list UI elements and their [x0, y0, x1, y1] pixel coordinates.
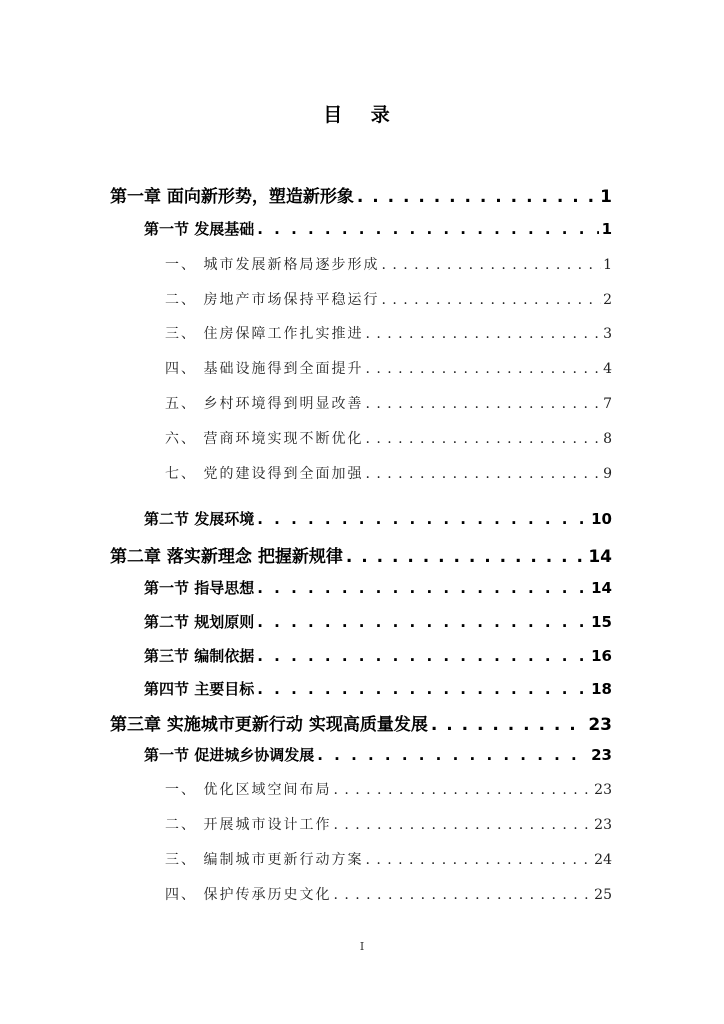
- toc-entry-page: 16: [591, 647, 612, 665]
- toc-entry-page: 23: [594, 817, 612, 833]
- toc-entry-label: 第三章 实施城市更新行动 实现高质量发展: [110, 715, 428, 735]
- toc-section-entry[interactable]: [144, 508, 612, 529]
- dot-leader: [365, 396, 601, 412]
- toc-entry-page: 15: [591, 613, 612, 631]
- toc-entry-label: 四、 基础设施得到全面提升: [165, 361, 364, 377]
- toc-entry-label: 第二节 发展环境: [144, 510, 255, 528]
- toc-entry-page: 1: [600, 187, 612, 207]
- toc-item-entry[interactable]: [165, 323, 612, 343]
- toc-entry-label: 第二节 规划原则: [144, 613, 255, 631]
- dot-leader: [346, 547, 585, 567]
- toc-section-entry[interactable]: [144, 611, 612, 632]
- toc-entry-page: 18: [591, 680, 612, 698]
- dot-leader: [381, 292, 601, 308]
- toc-item-entry[interactable]: [165, 814, 612, 834]
- toc-entry-label: 四、 保护传承历史文化: [165, 887, 332, 903]
- dot-leader: [257, 680, 588, 698]
- toc-entry-label: 第三节 编制依据: [144, 647, 255, 665]
- toc-section-entry[interactable]: [144, 678, 612, 699]
- dot-leader: [431, 715, 585, 735]
- dot-leader: [365, 361, 601, 377]
- toc-entry-page: 14: [588, 547, 612, 567]
- toc-item-entry[interactable]: [165, 779, 612, 799]
- toc-entry-label: 三、 住房保障工作扎实推进: [165, 326, 364, 342]
- toc-chapter-entry[interactable]: [110, 182, 612, 207]
- toc-entry-label: 第四节 主要目标: [144, 680, 255, 698]
- dot-leader: [357, 187, 597, 207]
- toc-entry-label: 六、 营商环境实现不断优化: [165, 431, 364, 447]
- toc-item-entry[interactable]: [165, 849, 612, 869]
- toc-entry-page: 2: [603, 292, 612, 308]
- toc-entry-page: 24: [594, 852, 612, 868]
- dot-leader: [257, 647, 588, 665]
- toc-entry-label: 一、 优化区域空间布局: [165, 782, 332, 798]
- dot-leader: [365, 466, 601, 482]
- toc-entry-page: 7: [603, 396, 612, 412]
- toc-item-entry[interactable]: [165, 358, 612, 378]
- dot-leader: [317, 746, 588, 764]
- toc-entry-page: 10: [591, 510, 612, 528]
- toc-item-entry[interactable]: [165, 428, 612, 448]
- toc-entry-page: 3: [603, 326, 612, 342]
- toc-entry-label: 七、 党的建设得到全面加强: [165, 466, 364, 482]
- toc-entry-page: 23: [588, 715, 612, 735]
- toc-entry-page: 23: [591, 746, 612, 764]
- toc-entry-page: 1: [601, 220, 612, 238]
- toc-item-entry[interactable]: [165, 884, 612, 904]
- toc-entry-label: 二、 房地产市场保持平稳运行: [165, 292, 380, 308]
- toc-item-entry[interactable]: [165, 289, 612, 309]
- dot-leader: [365, 431, 601, 447]
- toc-item-entry[interactable]: [165, 463, 612, 483]
- toc-entry-label: 第一节 发展基础: [144, 220, 255, 238]
- toc-title: 目 录: [323, 104, 401, 126]
- dot-leader: [257, 579, 588, 597]
- toc-section-entry[interactable]: [144, 645, 612, 666]
- toc-entry-label: 三、 编制城市更新行动方案: [165, 852, 364, 868]
- toc-item-entry[interactable]: [165, 254, 612, 274]
- dot-leader: [365, 326, 601, 342]
- toc-section-entry[interactable]: [144, 744, 612, 765]
- dot-leader: [333, 817, 592, 833]
- toc-entry-page: 14: [591, 579, 612, 597]
- toc-entry-label: 第二章 落实新理念 把握新规律: [110, 547, 343, 567]
- page-number: I: [359, 940, 365, 953]
- toc-entry-page: 23: [594, 782, 612, 798]
- toc-item-entry[interactable]: [165, 393, 612, 413]
- toc-entry-label: 五、 乡村环境得到明显改善: [165, 396, 364, 412]
- toc-entry-page: 1: [603, 257, 612, 273]
- dot-leader: [365, 852, 592, 868]
- toc-section-entry[interactable]: [144, 577, 612, 598]
- dot-leader: [333, 887, 592, 903]
- dot-leader: [381, 257, 601, 273]
- toc-entry-label: 一、 城市发展新格局逐步形成: [165, 257, 380, 273]
- dot-leader: [333, 782, 592, 798]
- dot-leader: [257, 220, 598, 238]
- dot-leader: [257, 613, 588, 631]
- toc-entry-page: 25: [594, 887, 612, 903]
- toc-entry-page: 8: [603, 431, 612, 447]
- toc-entry-page: 9: [603, 466, 612, 482]
- toc-section-entry[interactable]: [144, 218, 612, 239]
- toc-entry-label: 第一节 促进城乡协调发展: [144, 746, 315, 764]
- toc-entry-label: 第一章 面向新形势，塑造新形象: [110, 187, 354, 207]
- toc-entry-label: 二、 开展城市设计工作: [165, 817, 332, 833]
- dot-leader: [257, 510, 588, 528]
- toc-entry-label: 第一节 指导思想: [144, 579, 255, 597]
- toc-entry-page: 4: [603, 361, 612, 377]
- toc-chapter-entry[interactable]: [110, 542, 612, 567]
- toc-chapter-entry[interactable]: [110, 710, 612, 735]
